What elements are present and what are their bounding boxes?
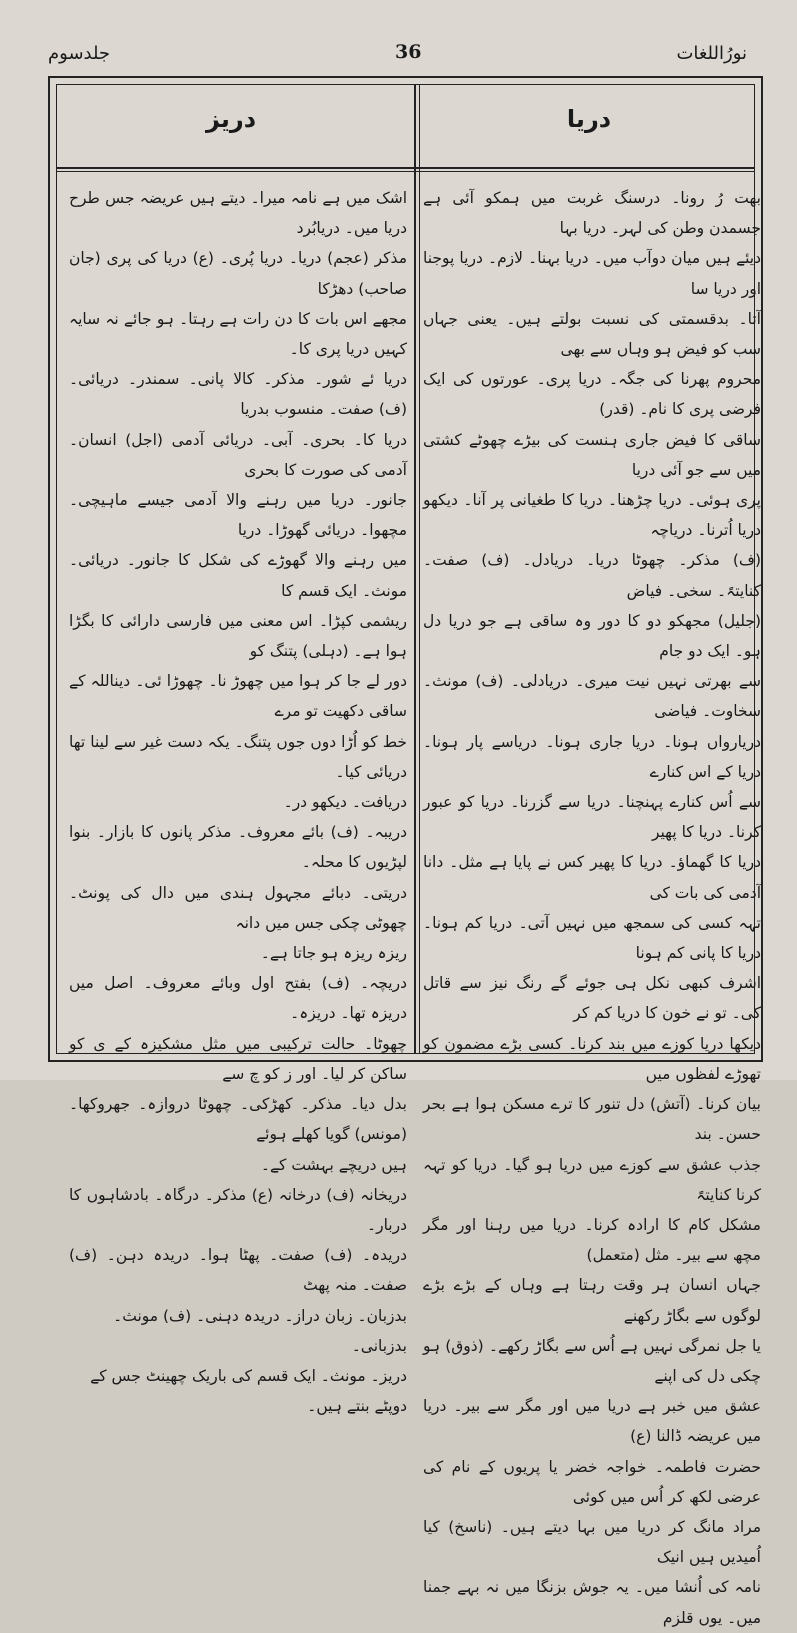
left-column-line: چھوٹا۔ حالت ترکیبی میں مثل مشکیزہ کے ی کو ساکن کر لیا۔ اور ز کو چ سے bbox=[69, 1034, 407, 1083]
left-column-line: دریبہ۔ (ف) بائے معروف۔ مذکر پانوں کا بازار۔ بنوا لپڑیوں کا محلہ۔ bbox=[69, 823, 407, 872]
book-title: نورُاللغات bbox=[676, 43, 747, 64]
left-column-line: بدزبان۔ زبان دراز۔ دریدہ دہنی۔ (ف) مونث۔ bbox=[113, 1306, 407, 1325]
page-header bbox=[40, 35, 757, 75]
right-column-title: دریا bbox=[566, 105, 612, 133]
inner-frame bbox=[56, 84, 761, 1627]
left-column-line: میں رہنے والا گھوڑے کی شکل کا جانور۔ دریائی۔ مونث۔ ایک قسم کا bbox=[69, 551, 407, 600]
right-column-line: جہاں انسان ہر وقت رہتا ہے وہاں کے بڑے بڑے لوگوں سے بگاڑ رکھنے bbox=[423, 1276, 761, 1325]
right-column-line: ساقی کا فیض جاری ہنست کی بیڑے چھوٹے کشتی میں سے جو آئی دریا bbox=[423, 430, 761, 479]
left-column-line: دریچہ۔ (ف) بفتح اول وبائے معروف۔ اصل میں دریزہ تھا۔ دریزہ۔ bbox=[69, 974, 407, 1023]
left-column-line: دریخانہ (ف) درخانہ (ع) مذکر۔ درگاہ۔ بادشاہوں کا دربار۔ bbox=[69, 1185, 407, 1234]
right-column-line: آتا۔ بدقسمتی کی نسبت بولتے ہیں۔ یعنی جہاں سب کو فیض ہو وہاں سے بھی bbox=[423, 309, 761, 359]
right-column-line: نامہ کی اُنشا میں۔ یہ جوش بزنگا میں نہ بہے جمنا میں۔ یوں قلزم bbox=[423, 1578, 761, 1627]
right-column-line: اشرف کبھی نکل ہی جوئے گے رنگ نیز سے قاتل کی۔ تو نے خون کا دریا کم کر bbox=[423, 974, 761, 1023]
left-column-text bbox=[69, 183, 407, 1421]
left-column-line: دریا ئے شور۔ مذکر۔ کالا پانی۔ سمندر۔ دریائی۔ (ف) صفت۔ منسوب بدریا bbox=[69, 370, 407, 419]
right-column-line: یا جل نمرگی نہیں ہے اُس سے بگاڑ رکھے۔ (ذوق) ہو چکی دل کی اپنے bbox=[423, 1336, 761, 1385]
right-column-line: بھت رُ رونا۔ درسنگ غربت میں ہمکو آئی ہے جسمدن وطن کی لہر۔ دریا بہا bbox=[423, 189, 761, 238]
left-column-line: دریا کا۔ بحری۔ آبی۔ دریائی آدمی (اجل) انسان۔ آدمی کی صورت کا بحری bbox=[69, 430, 407, 479]
right-column-line: حضرت فاطمہ۔ خواجہ خضر یا پریوں کے نام کی عرضی لکھ کر اُس میں کوئی bbox=[423, 1457, 761, 1506]
column-divider-inner bbox=[419, 85, 420, 1053]
left-column-line: دریتی۔ دبائے مجہول ہندی میں دال کی پونٹ۔ چھوٹی چکی جس میں دانہ bbox=[69, 883, 407, 932]
right-column-line: دریارواں ہونا۔ دریا جاری ہونا۔ دریاسے پار ہونا۔ دریا کے اس کنارے bbox=[423, 732, 761, 781]
column-divider bbox=[414, 85, 416, 1053]
volume-label: جلدسوم bbox=[48, 43, 111, 64]
page-number: 36 bbox=[395, 41, 422, 63]
right-column-line: پری ہوئی۔ دریا چڑھنا۔ دریا کا طغیانی پر آنا۔ دیکھو دریا اُترنا۔ دریاچہ bbox=[423, 491, 761, 540]
left-column-line: ریزہ ریزہ ہو جاتا ہے۔ bbox=[260, 944, 407, 963]
left-column-line: دوپٹے بنتے ہیں۔ bbox=[307, 1397, 407, 1416]
right-column-line: جذب عشق سے کوزے میں دریا ہو گیا۔ دریا کو تہہ کرنا کنایتہً bbox=[423, 1155, 761, 1204]
left-column-line: ہیں دریچے بہشت کے۔ bbox=[260, 1155, 407, 1174]
right-column-text bbox=[423, 183, 761, 1633]
right-column-line: سے بھرتی نہیں نیت میری۔ دریادلی۔ (ف) مونث۔ سخاوت۔ فیاضی bbox=[423, 672, 761, 721]
left-column-line: جانور۔ دریا میں رہنے والا آدمی جیسے ماہیچی۔ مچھوا۔ دریائی گھوڑا۔ دریا bbox=[69, 491, 407, 540]
left-column-title: دریز bbox=[205, 105, 257, 133]
left-column-line: دریز۔ مونث۔ ایک قسم کی باریک چھینٹ جس کے bbox=[90, 1366, 407, 1385]
right-column-line: سے اُس کنارے پہنچنا۔ دریا سے گزرنا۔ دریا کو عبور کرنا۔ دریا کا پھیر bbox=[423, 793, 761, 842]
right-column-line: دریا کا گھماؤ۔ دریا کا پھیر کس نے پایا ہے مثل۔ دانا آدمی کی بات کی bbox=[423, 853, 761, 902]
left-column-line: خط کو اُڑا دوں جوں پتنگ۔ یکہ دست غیر سے لینا تھا دریائی کیا۔ bbox=[69, 732, 407, 781]
right-column-line: مراد مانگ کر دریا میں بہا دیتے ہیں۔ (ناسخ) کیا اُمیدیں ہیں انیک bbox=[423, 1517, 761, 1567]
left-column-line: دریافت۔ دیکھو در۔ bbox=[283, 793, 407, 812]
left-column-line: بدزبانی۔ bbox=[351, 1336, 407, 1355]
right-column-line: دیئے ہیں میان دوآب میں۔ دریا بہنا۔ لازم۔ دریا پوجنا اور دریا سا bbox=[423, 249, 761, 298]
left-column-line: اشک میں ہے نامہ میرا۔ دیتے ہیں عریضہ جس طرح دریا میں۔ دریابُرد bbox=[69, 189, 407, 238]
page-frame bbox=[48, 76, 763, 1627]
right-column-line: مشکل کام کا ارادہ کرنا۔ دریا میں رہنا اور مگر مچھ سے بیر۔ مثل (متعمل) bbox=[423, 1215, 761, 1265]
right-column-line: دیکھا دریا کوزے میں بند کرنا۔ کسی بڑے مضمون کو تھوڑے لفظوں میں bbox=[423, 1034, 761, 1083]
left-column-line: ریشمی کپڑا۔ اس معنی میں فارسی دارائی کا بگڑا ہوا ہے۔ (دہلی) پتنگ کو bbox=[69, 611, 407, 661]
right-column-line: (جلیل) مجھکو دو کا دور وہ ساقی ہے جو دریا دل ہو۔ ایک دو جام bbox=[423, 611, 761, 661]
left-column-line: دریدہ۔ (ف) صفت۔ پھٹا ہوا۔ دریدہ دہن۔ (ف) صفت۔ منہ پھٹ bbox=[69, 1246, 407, 1295]
right-column-line: بیان کرنا۔ (آتش) دل تنور کا ترے مسکن ہوا ہے بحر حسن۔ بند bbox=[423, 1095, 761, 1144]
right-column-line: محروم پھرنا کی جگہ۔ دریا پری۔ عورتوں کی ایک فرضی پری کا نام۔ (قدر) bbox=[423, 370, 761, 419]
right-column-line: (ف) مذکر۔ چھوٹا دریا۔ دریادل۔ (ف) صفت۔ کنایتہً۔ سخی۔ فیاض bbox=[423, 551, 761, 600]
title-band-rule bbox=[57, 171, 754, 172]
left-column-line: بدل دیا۔ مذکر۔ کھڑکی۔ چھوٹا دروازہ۔ جھروکھا۔ (مونس) گویا کھلے ہوئے bbox=[69, 1095, 407, 1144]
right-column-line: عشق میں خبر ہے دریا میں اور مگر سے بیر۔ دریا میں عریضہ ڈالنا (ع) bbox=[423, 1397, 761, 1446]
left-column-line: مجھے اس بات کا دن رات ہے رہتا۔ ہو جائے نہ سایہ کہیں دریا پری کا۔ bbox=[69, 309, 407, 359]
right-column-line: تہہ کسی کی سمجھ میں نہیں آتی۔ دریا کم ہونا۔ دریا کا پانی کم ہونا bbox=[423, 913, 761, 963]
left-column-line: مذکر (عجم) دریا۔ دریا پُری۔ (ع) دریا کی پری (جان صاحب) دھڑکا bbox=[69, 249, 407, 298]
left-column-line: دور لے جا کر ہوا میں چھوڑ نا۔ چھوڑا ئی۔ دیناللہ کے ساقی دکھیت تو مرے bbox=[69, 672, 407, 721]
